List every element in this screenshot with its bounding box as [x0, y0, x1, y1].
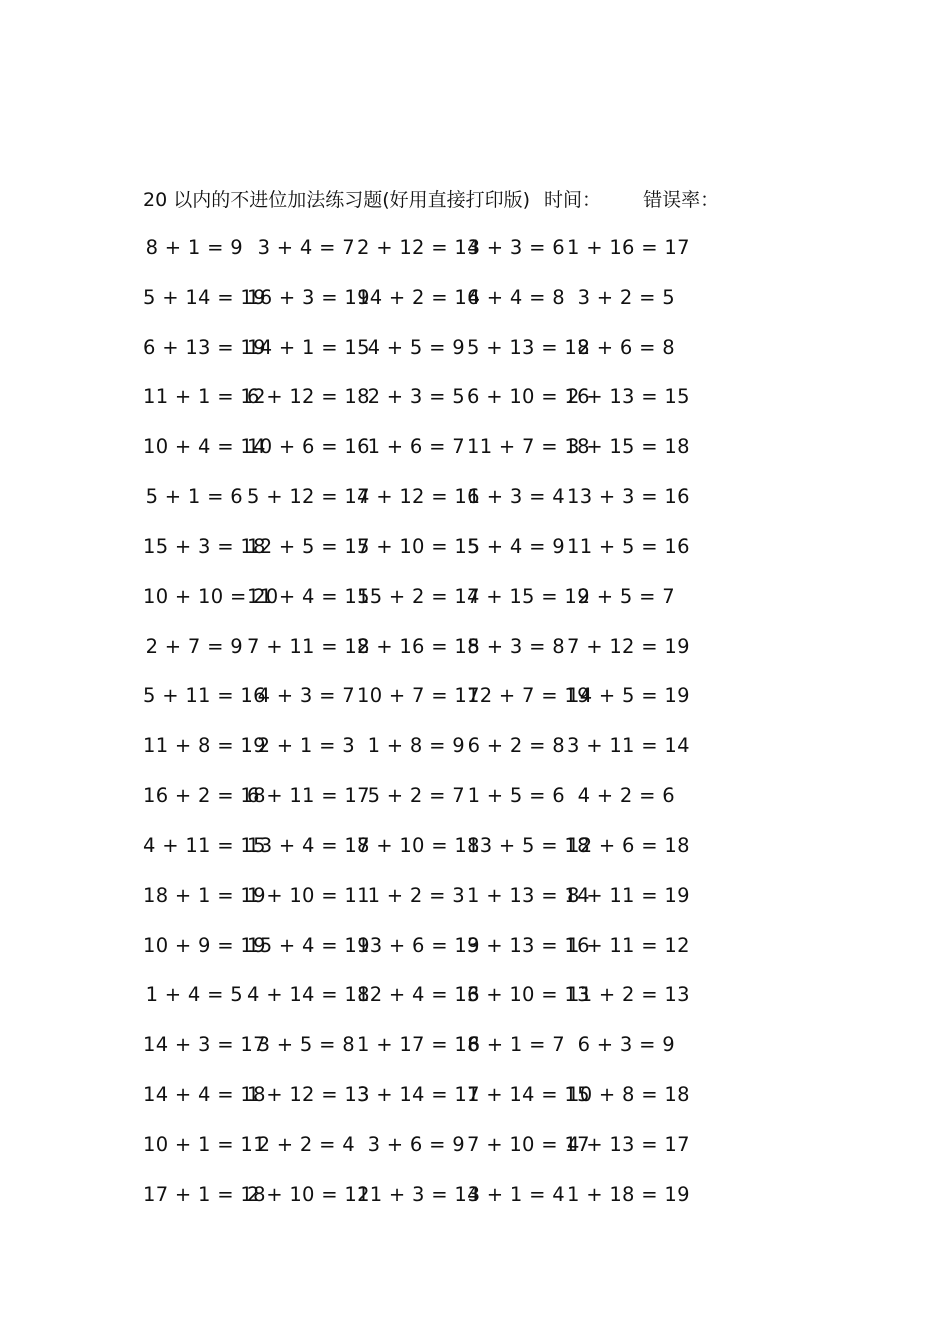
- addition-problem: 10 + 1 = 11: [143, 1132, 266, 1156]
- problem-row: [143, 582, 763, 632]
- addition-problem: 4 + 14 = 18: [247, 983, 370, 1007]
- addition-problem: 1 + 16 = 17: [567, 236, 690, 259]
- addition-problem: 3 + 1 = 4: [467, 1182, 565, 1206]
- addition-problem: 11 + 4 = 15: [247, 584, 370, 608]
- addition-problem: 2 + 2 = 4: [257, 1132, 355, 1156]
- addition-problem: 11 + 7 = 18: [467, 435, 590, 459]
- addition-problem: 15 + 4 = 19: [247, 933, 370, 957]
- addition-problem: 3 + 3 = 6: [467, 236, 565, 259]
- addition-problem: 2 + 12 = 14: [357, 236, 480, 259]
- addition-problem: 1 + 10 = 11: [247, 883, 370, 907]
- addition-problem: 10 + 6 = 16: [247, 435, 370, 459]
- addition-problem: 3 + 6 = 9: [367, 1132, 465, 1156]
- addition-problem: 8 + 10 = 18: [357, 833, 480, 857]
- problem-row: [143, 931, 763, 981]
- time-label: 时间：: [544, 189, 602, 211]
- addition-problem: 8 + 1 = 9: [145, 236, 243, 259]
- addition-problem: 5 + 2 = 7: [367, 784, 465, 808]
- addition-problem: 5 + 1 = 6: [145, 485, 243, 509]
- addition-problem: 2 + 13 = 15: [567, 385, 690, 409]
- addition-problem: 6 + 10 = 16: [467, 385, 590, 409]
- addition-problem: 10 + 7 = 17: [357, 684, 480, 708]
- addition-problem: 10 + 8 = 18: [567, 1083, 690, 1107]
- problem-row: [143, 731, 763, 781]
- addition-problem: 8 + 11 = 19: [567, 883, 690, 907]
- addition-problem: 4 + 15 = 19: [467, 584, 590, 608]
- addition-problem: 10 + 4 = 14: [143, 435, 266, 459]
- problem-row: [143, 1030, 763, 1080]
- addition-problem: 14 + 5 = 19: [567, 684, 690, 708]
- addition-problem: 13 + 3 = 16: [567, 485, 690, 509]
- addition-problem: 5 + 13 = 18: [467, 335, 590, 359]
- addition-problem: 4 + 12 = 16: [357, 485, 480, 509]
- problem-row: [143, 632, 763, 682]
- addition-problem: 16 + 2 = 18: [143, 784, 266, 808]
- addition-problem: 1 + 12 = 13: [247, 1083, 370, 1107]
- addition-problem: 2 + 7 = 9: [145, 634, 243, 658]
- addition-problem: 10 + 9 = 19: [143, 933, 266, 957]
- addition-problem: 4 + 4 = 8: [467, 285, 565, 309]
- addition-problem: 5 + 10 = 15: [357, 534, 480, 558]
- worksheet-header: [143, 186, 719, 214]
- addition-problem: 2 + 10 = 12: [247, 1182, 370, 1206]
- problem-row: [143, 233, 763, 283]
- problem-row: [143, 382, 763, 432]
- addition-problem: 14 + 3 = 17: [143, 1033, 266, 1057]
- addition-problem: 13 + 5 = 18: [467, 833, 590, 857]
- addition-problem: 4 + 13 = 17: [567, 1132, 690, 1156]
- addition-problem: 6 + 13 = 19: [143, 335, 266, 359]
- addition-problem: 10 + 10 = 20: [143, 584, 279, 608]
- addition-problem: 3 + 4 = 7: [257, 236, 355, 259]
- addition-problem: 13 + 4 = 17: [247, 833, 370, 857]
- addition-problem: 5 + 4 = 9: [467, 534, 565, 558]
- addition-problem: 15 + 3 = 18: [143, 534, 266, 558]
- addition-problem: 11 + 5 = 16: [567, 534, 690, 558]
- addition-problem: 4 + 2 = 6: [577, 784, 675, 808]
- addition-problem: 1 + 2 = 3: [367, 883, 465, 907]
- addition-problem: 6 + 11 = 17: [247, 784, 370, 808]
- addition-problem: 3 + 11 = 14: [567, 734, 690, 758]
- problem-row: [143, 432, 763, 482]
- addition-problem: 5 + 3 = 8: [467, 634, 565, 658]
- addition-problem: 7 + 12 = 19: [567, 634, 690, 658]
- problem-row: [143, 283, 763, 333]
- addition-problem: 12 + 6 = 18: [567, 833, 690, 857]
- problem-row: [143, 1080, 763, 1130]
- worksheet-title: 20 以内的不进位加法练习题(好用直接打印版): [143, 189, 531, 211]
- addition-problem: 4 + 11 = 15: [143, 833, 266, 857]
- addition-problem: 5 + 11 = 16: [143, 684, 266, 708]
- addition-problem: 6 + 12 = 18: [247, 385, 370, 409]
- addition-problem: 7 + 11 = 18: [247, 634, 370, 658]
- addition-problem: 1 + 17 = 18: [357, 1033, 480, 1057]
- problem-row: [143, 681, 763, 731]
- addition-problem: 7 + 10 = 17: [467, 1132, 590, 1156]
- problem-row: [143, 482, 763, 532]
- addition-problem: 17 + 1 = 18: [143, 1182, 266, 1206]
- problem-row: [143, 881, 763, 931]
- addition-problem: 1 + 4 = 5: [145, 983, 243, 1007]
- addition-problem: 5 + 14 = 19: [143, 285, 266, 309]
- addition-problem: 14 + 4 = 18: [143, 1083, 266, 1107]
- addition-problem: 6 + 2 = 8: [467, 734, 565, 758]
- addition-problem: 3 + 2 = 5: [577, 285, 675, 309]
- addition-problem: 4 + 5 = 9: [367, 335, 465, 359]
- addition-problem: 3 + 14 = 17: [357, 1083, 480, 1107]
- addition-problem: 13 + 6 = 19: [357, 933, 480, 957]
- problem-row: [143, 1130, 763, 1180]
- addition-problem: 14 + 2 = 16: [357, 285, 480, 309]
- addition-problem: 1 + 8 = 9: [367, 734, 465, 758]
- problem-row: [143, 831, 763, 881]
- error-rate-label: 错误率：: [643, 189, 720, 211]
- problem-row: [143, 980, 763, 1030]
- addition-problem: 2 + 1 = 3: [257, 734, 355, 758]
- addition-problem: 4 + 3 = 7: [257, 684, 355, 708]
- problem-row: [143, 532, 763, 582]
- addition-problem: 5 + 12 = 17: [247, 485, 370, 509]
- addition-problem: 14 + 1 = 15: [247, 335, 370, 359]
- addition-problem: 2 + 6 = 8: [577, 335, 675, 359]
- addition-problem: 1 + 11 = 12: [567, 933, 690, 957]
- addition-problem: 1 + 14 = 15: [467, 1083, 590, 1107]
- addition-problem: 3 + 5 = 8: [257, 1033, 355, 1057]
- addition-problem: 12 + 5 = 17: [247, 534, 370, 558]
- addition-problem: 1 + 6 = 7: [367, 435, 465, 459]
- addition-problem: 16 + 3 = 19: [247, 285, 370, 309]
- problem-row: [143, 1180, 763, 1230]
- addition-problem: 11 + 8 = 19: [143, 734, 266, 758]
- addition-problem: 2 + 16 = 18: [357, 634, 480, 658]
- addition-problem: 6 + 1 = 7: [467, 1033, 565, 1057]
- addition-problem: 3 + 10 = 13: [467, 983, 590, 1007]
- problem-grid: [143, 233, 763, 1230]
- addition-problem: 2 + 5 = 7: [577, 584, 675, 608]
- addition-problem: 12 + 7 = 19: [467, 684, 590, 708]
- addition-problem: 1 + 3 = 4: [467, 485, 565, 509]
- addition-problem: 3 + 15 = 18: [567, 435, 690, 459]
- addition-problem: 11 + 1 = 12: [143, 385, 266, 409]
- addition-problem: 18 + 1 = 19: [143, 883, 266, 907]
- addition-problem: 11 + 2 = 13: [567, 983, 690, 1007]
- problem-row: [143, 333, 763, 383]
- addition-problem: 1 + 13 = 14: [467, 883, 590, 907]
- addition-problem: 1 + 18 = 19: [567, 1182, 690, 1206]
- addition-problem: 2 + 3 = 5: [367, 385, 465, 409]
- problem-row: [143, 781, 763, 831]
- addition-problem: 3 + 13 = 16: [467, 933, 590, 957]
- addition-problem: 11 + 3 = 14: [357, 1182, 480, 1206]
- addition-problem: 6 + 3 = 9: [577, 1033, 675, 1057]
- addition-problem: 1 + 5 = 6: [467, 784, 565, 808]
- addition-problem: 15 + 2 = 17: [357, 584, 480, 608]
- addition-problem: 12 + 4 = 16: [357, 983, 480, 1007]
